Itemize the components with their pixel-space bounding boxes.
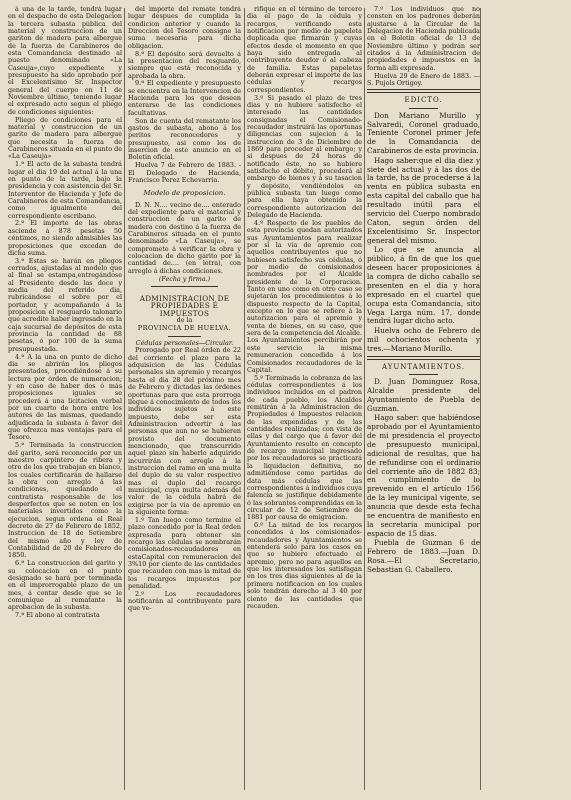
separator — [367, 356, 480, 360]
paragraph: 6.ª La construccion del garito y su colocacion en el punto designado se hará por terminada en el improrrogable plazo de un mes, á contar desde que se le comunique al rematante la aprobacion de la subasta. — [8, 559, 122, 612]
paragraph: Hago saber:que el dia diez y siete del actual y á las dos de la tarde, ha de procederse á la venta en pública subasta en esta capital del caballo que ha resultado inútil para el servicio del Cuerpo nombrado Caton, segun órden del Excelentísimo Sr. Inspector general del mismo. — [367, 155, 480, 245]
paragraph: 3.º Si pasado el plazo de tres dias y no hubiere satisfecho el interesado las cantidades consignadas el Comisionado-recaudador instruirá las oportunas diligencias con sujecion á la instruccion de 3 de Diciembre de 1869 para proceder al embargo; y si despues de 24 horas de notificado éste, no se hubiere satisfecho el débito, procederá al embargo de bienes y á su tasacion y depósito, vendiéndolos en pública subasta tan luego como para ella haya obtenido la correspondiente autorizacion del Delegado de Hacienda. — [247, 93, 362, 220]
paragraph: 2.º Los recaudadores notificarán al contribuyente para que ve- — [128, 589, 241, 613]
section-subheading: de la — [176, 316, 193, 325]
paragraph: 5.º Terminada la cobranza de las cédulas correspondientes á los individuos incluidos en el padron de cada pueblo, los Alcaldes remitirán á la Administracion de Propiedades é Impuestos relacion de las expendidas y de las cantidades realizadas; con vista de ellas y del cargo que á favor del Ayuntamiento resulte en concepto de recargo municipal ingresado por los recaudadores se practicará la liquidacion definitiva, no admitiéndose como partidas de data más cédulas que las correspondientes á individuos cuya falencia se justifique debidamente ó las sobrantes comprendidas en la circular de 12 de Setiembre de 1881 por causa de emigracion. — [247, 373, 362, 522]
column-4 — [367, 6, 480, 794]
signature-line: Huelva 29 de Enero de 1883. —S. Pujols Ortigoy. — [367, 71, 480, 87]
paragraph: 3.ª Estas se harán en pliegos cerrados, ajustadas al modelo que al final se estampa,entregándose al Presidente desde las doce y media del referido dia, rubricándose el sobre por el portador, y acompañando á la proposicion el resguardo talonario que acredite haber ingresado en la caja sucursal de depósitos de esta provincia la cantidad de 88 pesetas, ó por 100 de la suma presupuestada. — [8, 256, 122, 353]
paragraph: 7.º Los individuos que no consten en los padrones deberán ajustarse á la Circular de la Delegacion de Hacienda publicada en el Boletin oficial de 13 de Noviembre último y podrán ser citados á la Administracion de propiedades é impuestos en la forma alli expresada. — [367, 6, 480, 72]
paragraph: Son de cuenta del rematante los gastos de subasta, abono á los peritos reconocedores y presupuesto, asi como los de insercion de este anuncio en el Boletin oficial. — [128, 116, 241, 162]
paragraph: 4.ª A la una en punto de dicho dia se abrirán los pliegos presentados, procediéndose á su lectura por órden de numeracion; y en caso de haber dos ó más proposiciones iguales se procederá á una licitacion verbal por un cuarto de hora entre los autores de las mismas, quedando adjudicada la subasta á favor del que ofrezca mas ventajas para el Tesoro. — [8, 352, 122, 442]
paragraph: D. N. N.... vecino de.... enterado del expediente para el material y construccion de un garito de madera con destino á la fuerza de Carabineros situada en el punto denominado «La Caseuja», se compromete á verificar la obra y colocacion de dicho garito por la cantidad de.... (en letra), con arreglo á dichas condiciones. — [128, 200, 241, 275]
paragraph: Lo que se anuncia al público, á fin de que los que deseen hacer proposiciones á la compra de dicho caballo se presenten en el dia y hora expresado en el cuartel que ocupa esta Comandancia, sito Vega Larga núm. 17, donde tendrá lugar dicho acto. — [367, 245, 480, 326]
column-3 — [247, 6, 362, 794]
column-divider — [364, 8, 365, 790]
paragraph: 5.ª Terminada la construccion del garito, será reconocido por un maestro carpintero de ribera y otro de los que trabajan en blanco, los cuales certificarán de hallarse la obra con arreglo á las condiciones, quedando el contratista responsable de los desperfectos que se noten en los materiales invertidos como la ejecucion, segun ordena el Real decreto de 27 de Febrero de 1852, Instruccion de 18 de Setiembre del mismo año y ley de Contabilidad de 20 de Febrero de 1850. — [8, 441, 122, 560]
paragraph: 2.ª El importe de las obras asciende á 878 pesetas 50 céntimos, no siendo admisibles las proposiciones que excedan de dicha suma. — [8, 219, 122, 257]
paragraph: 7.ª El abono al contratista — [15, 611, 100, 620]
column-divider — [480, 8, 481, 790]
column-1 — [8, 6, 122, 794]
paragraph: Hago saber: que habiéndose aprobado por el Ayuntamiento de mi presidencia el proyecto de presupuesto municipal, adicional de resultas, que ha de refundirse con el ordinario del corriente año de 1882 83; en cumplimiento de lo prevenido en el artículo 156 de la ley municipal vigente, se anuncia que desde esta fecha se encuentra de manifiesto en la secretaria municipal por espacio de 15 dias. — [367, 413, 480, 538]
paragraph: 4.º Respecto de los pueblos de esta provincia quedan autorizados sus Ayuntamientos para realizar por si la via de apremio con aquellos contribuyentes que no hubiesen satisfecho sus cédulas, ó por medio de comisionados nombrados por el Alcalde presidente de la Corporacion. Tanto en uno como en otro caso se sujetarán los procedimientos á lo dispuesto respecto de la Capital, excepto en lo que se refiere á la autorizacion para el apremio y venta de bienes, en su caso, que sera de la competencia del Alcalde. Los Ayuntamientos percibirán por este servicio la misma remuneracion concedida á los Comisionados recaudadores de la Capital. — [247, 218, 362, 374]
paragraph: rifique en el término de tercero dia el pago de la cédula y recargos, verificando esta notificacion por medio de papeleta duplicada que firmarán y cuyas efectos desde el momento en que haya sido entregada al contribuyente deudor ó al cabeza de familia. Estas papeletas deberán expresar el importe de las cédulas y recargos correspondientes. — [247, 6, 362, 94]
modelo-heading: Modelo de proposicion. — [143, 189, 226, 198]
separator — [151, 286, 219, 287]
paragraph: 1.ª El acto de la subasta tendrá lugar el dia 19 del actual á la una en punto de la tarde, bajo la presidencia y con asistencia del Sr. Interventor de Hacienda y Jefe de Carabineros de esta Comandancia, como igualmente del correspondiente escribano. — [8, 160, 122, 220]
section-heading: ADMINISTRACION DE PROPIEDADES É IMPUESTOS — [139, 293, 230, 318]
paragraph: 1.º Tan luego como termine el plazo concedido por la Real órden expresada para obtener sin recargo las cédulas se nombrarán comisionados-recaudadores en estaCapital con remuneracion del 3%10 por ciento de las cantidades que recauden con mas la mitad de los recargos impuestos por penalidad. — [128, 515, 241, 590]
separator — [409, 374, 437, 375]
paragraph: Don Mariano Murillo y Salvaredi, Coronel graduado, Teniente Coronel primer Jefe de la Comandancia de Carabineros de esta provincia. — [367, 110, 480, 156]
paragraph: 9.ª El expediente y presupuesto se encuentra en la Intervencion de Hacienda para los que deseen enterarse de las condiciones facultativas. — [128, 79, 241, 117]
paragraph: 6.º La mitad de los recargos concedidos á los comisionados-recaudadores y Ayuntamientos se entenderá solo para los casos en que se hubiere efectuado el apremio, pero no para aquellos en que los interesados los satisfagan en los tres dias siguientes al de la primera notificacion en los cuales solo tendrán derecho al 3 40 por ciento de las cantidades que recauden. — [247, 521, 362, 610]
paragraph: del importe del remate tendrá lugar despues de cumplida la condicion anterior y cuando la Direccion del Tesoro consigne la suma necesaria para dicha obligacion. — [128, 6, 241, 50]
column-divider — [124, 8, 125, 790]
paragraph: Puebla de Guzman 6 de Febrero de 1883.—Juan D. Rosa.—El Secretario, Sebastian G. Caballero. — [367, 538, 480, 574]
paragraph: Prorogado por Real órden de 22 del corriente el plazo para la adquisicion de las Cédulas personales sin apremio y recargos hasta el dia 28 del próximo mes de Febrero y dictadas las órdenes oportunas para que esta prorroga llegue á conocimiento de todos los individuos sujetos á este impuesto, debe ser esta Administracion advertir á las personas que aun no se hubieren provisto del documento mencionado, que transcurrido aquel plazo sin haberlo adquirido incurrirán con arreglo á la instruccion del ramo en una multa del duplo de su valor respectivo mas el duplo del recargo municipal, cuya multa además del valor de la cédula habrá de exigirse por la via de apremio en la siguiente forma: — [128, 346, 241, 516]
paragraph: 8.ª El depósito será devuelto á la presentacion del resguardo, siempre que está reconocida y aprobada la obra. — [128, 49, 241, 80]
paragraph: Huelva ocho de Febrero de mil ochocientos ochenta y tres.—Mariano Murillo. — [367, 325, 480, 353]
section-province: PROVINCIA DE HUELVA. — [137, 324, 232, 333]
separator — [168, 336, 202, 337]
paragraph: Pliego de condiciones para el material y construccion de un garito de madera para albergue que necesita la fuerza de Carabineros situada en el punto de «La Caseuja» — [8, 115, 122, 161]
fecha-firma: (Fecha y firma.) — [158, 274, 211, 283]
column-divider — [244, 8, 245, 790]
separator — [409, 108, 437, 109]
edicto-heading: EDICTO. — [404, 96, 443, 105]
column-2 — [128, 6, 241, 794]
paragraph: á una de la tarde, tendrá lugar en el despacho de esta Delegacion la tercera subasta pública del material y construccion de un gariton de madera para albergue de la fuerza de Carabineros de esta Comandancia destinado al puesto denominado «La Caseuja»,cuyo expediente y presupuesto ha sido aprobado por el Excelentísimo Sr. Inspector general del cuerpo en 11 de Noviembre último, teniendo lugar el expresado acto segun el pliego de condiciones siguientes: — [8, 6, 122, 116]
ayuntamientos-heading: AYUNTAMIENTOS. — [381, 362, 466, 371]
paragraph: D. Juan Dominguez Rosa, Alcalde presidente del Ayuntamiento de Puebla de Guzman. — [367, 376, 480, 413]
signature-line: Huelva 7 de Febrero de 1883. -El Delegado de Hacienda, Francisco Perez Echevarria. — [128, 161, 241, 184]
separator — [367, 89, 480, 93]
circular-heading: Cédulas personales—Circular. — [135, 338, 234, 347]
